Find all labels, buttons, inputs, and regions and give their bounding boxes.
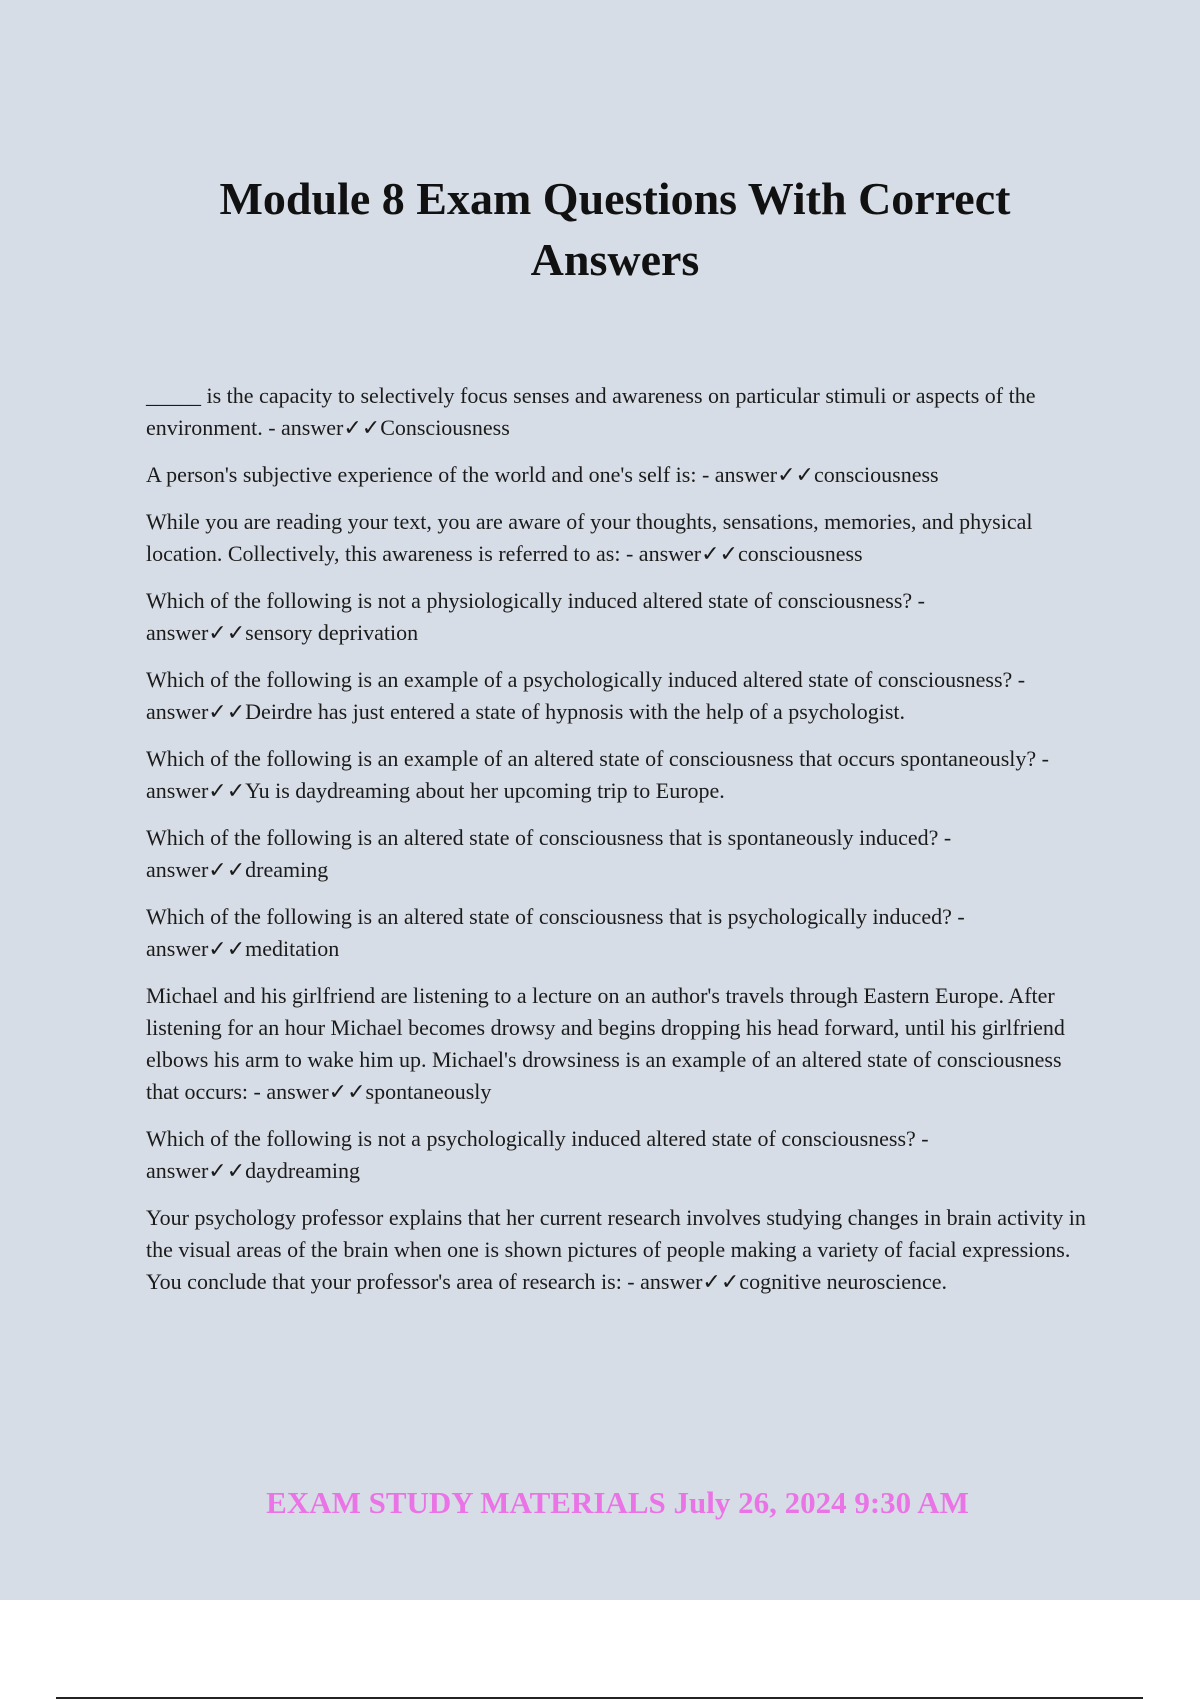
question-item: While you are reading your text, you are aware of your thoughts, sensations, memories, and physical location. Collectively, this awareness is referred to as: - answer✓✓consciousness xyxy=(146,509,1033,566)
question-item: Which of the following is an altered state of consciousness that is spontaneously induced? - answer✓✓dreaming xyxy=(146,825,952,882)
question-item: Michael and his girlfriend are listening to a lecture on an author's travels through Eastern Europe. After listening for an hour Michael becomes drowsy and begins dropping his head forward, until his girlfriend elbows his arm to wake him up. Michael's drowsiness is an example of an altered state of consciousness that occurs: - answer✓✓spontaneously xyxy=(146,983,1065,1104)
question-item: Which of the following is an example of an altered state of consciousness that occurs spontaneously? - answer✓✓Yu is daydreaming about her upcoming trip to Europe. xyxy=(146,746,1049,803)
question-item: Which of the following is not a psychologically induced altered state of consciousness? - answer✓✓daydreaming xyxy=(146,1126,929,1183)
page-title: Module 8 Exam Questions With Correct Answers xyxy=(219,173,1011,285)
question-item: _____ is the capacity to selectively focus senses and awareness on particular stimuli or aspects of the environment. - answer✓✓Consciousness xyxy=(146,383,1036,440)
question-item: Which of the following is an example of a psychologically induced altered state of consciousness? - answer✓✓Deirdre has just entered a state of hypnosis with the help of a psychologist. xyxy=(146,667,1026,724)
question-item: Which of the following is not a physiologically induced altered state of consciousness? - answer✓✓sensory deprivation xyxy=(146,588,925,645)
question-list xyxy=(146,380,1092,1313)
question-item: A person's subjective experience of the world and one's self is: - answer✓✓consciousness xyxy=(146,462,939,487)
question-item: Which of the following is an altered state of consciousness that is psychologically induced? - answer✓✓meditation xyxy=(146,904,965,961)
footer-stamp: EXAM STUDY MATERIALS July 26, 2024 9:30 AM xyxy=(266,1485,969,1520)
bottom-divider xyxy=(56,1697,1143,1699)
question-item: Your psychology professor explains that her current research involves studying changes in brain activity in the visual areas of the brain when one is shown pictures of people making a variety of facial expressions. You conclude that your professor's area of research is: - answer✓✓cognitive neuroscience. xyxy=(146,1205,1086,1294)
